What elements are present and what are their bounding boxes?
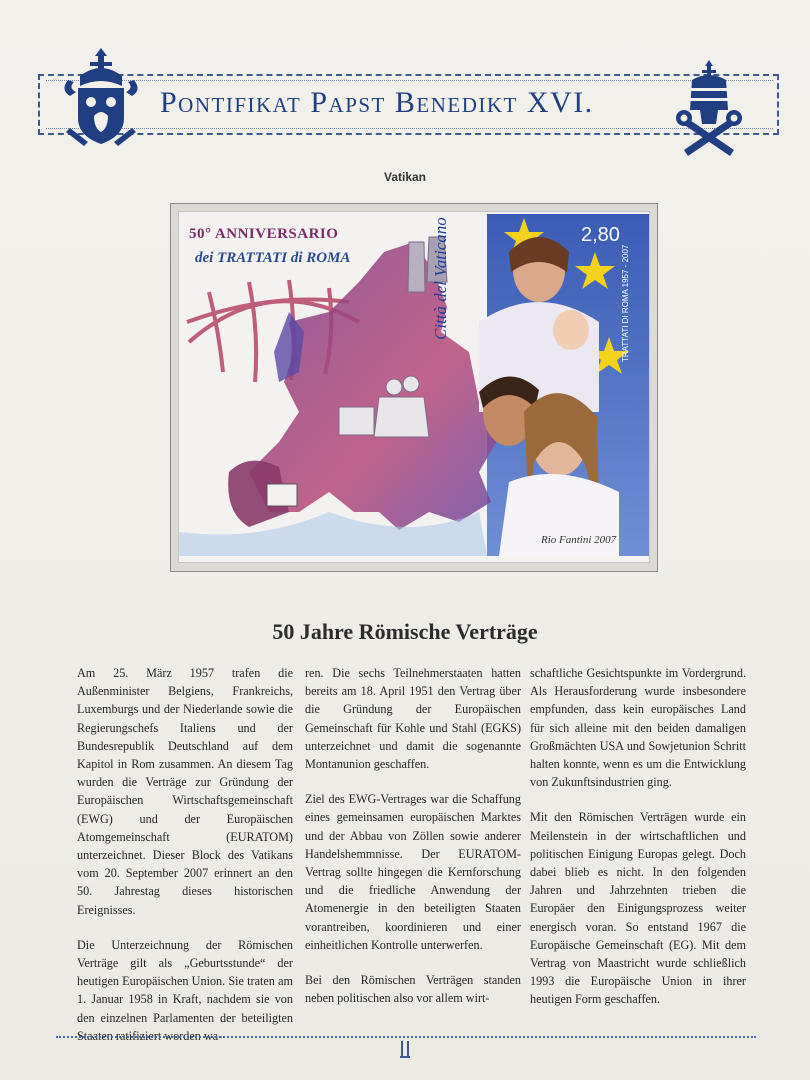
text-column-3: [530, 664, 746, 1026]
paragraph: Die Unterzeichnung der Römischen Verträge gilt als „Geburtsstunde“ der heutigen Europäischen Union. Sie traten am 1. Januar 1958 in Kraft, nachdem sie von den einzelnen Parlamenten der beteiligten Staaten ratifiziert worden wa-: [77, 937, 293, 1043]
vatican-keys-tiara-icon: [670, 58, 748, 158]
page-title: Pontifikat Papst Benedikt XVI.: [160, 86, 594, 119]
paragraph: Mit den Römischen Verträgen wurde ein Meilenstein in der wirtschaftlichen und politischen Einigung Europas gelegt. Doch dabei blieb es nicht. In den folgenden Jahren und Jahrzehnten trieben die Europäer den Einigungsprozess weiter energisch voran. So entstand 1967 die Europäische Gemeinschaft (EG). Mit dem Vertrag von Maastricht wurde schließlich 1993 die Europäische Union in ihrer heutigen Form geschaffen.: [530, 810, 746, 1007]
papal-coat-of-arms-icon: [58, 46, 144, 154]
paragraph: Bei den Römischen Verträgen standen neben politischen also vor allem wirt-: [305, 973, 521, 1006]
stamp-side-text: TRATTATI DI ROMA 1957 - 2007: [621, 244, 630, 362]
country-label: Vatikan: [383, 170, 427, 184]
paragraph: Ziel des EWG-Vertrages war die Schaffung eines gemeinsamen europäischen Marktes und der Abbau von Zöllen sowie anderer Handelshemmnisse. Der EURATOM-Vertrag sollte hingegen die Kernforschung und die friedliche Anwendung der Atomenergie in den beteiligten Staaten vorantreiben, koordinieren und einer einheitlichen Kontrolle unterwerfen.: [305, 792, 521, 952]
stamp-value: 2,80: [581, 224, 620, 246]
artist-signature: Rio Fantini 2007: [541, 534, 617, 546]
footer-divider: [56, 1036, 756, 1038]
stamp-souvenir-sheet: [178, 211, 650, 563]
paragraph: schaftliche Gesichtspunkte im Vordergrund. Als Herausforderung wurde insbesondere empfunden, dass kein europäisches Land für sich alleine mit den beiden damaligen Großmächten USA und Sowjetunion Schritt halten konnte, wenn es um die Entwicklung von Zukunftsindustrien ging.: [530, 666, 746, 790]
stamp-country-text: Città del Vaticano: [431, 217, 450, 340]
text-column-1: [77, 664, 293, 1062]
stamp-title-line2: dei TRATTATI di ROMA: [195, 250, 351, 266]
paragraph: ren. Die sechs Teilnehmerstaaten hatten bereits am 18. April 1951 den Vertrag über die Gründung der Europäischen Gemeinschaft für Kohle und Stahl (EGKS) unterzeichnet und damit die sogenannte Montanunion geschaffen.: [305, 666, 521, 772]
page-tab-marker-icon: [399, 1039, 411, 1059]
article-heading: 50 Jahre Römische Verträge: [272, 619, 538, 644]
stamp-title-line1: 50° ANNIVERSARIO: [189, 226, 339, 242]
text-column-2: [305, 664, 521, 1024]
paragraph: Am 25. März 1957 trafen die Außenminister Belgiens, Frankreichs, Luxemburgs und der Niederlande sowie die Regierungschefs Italiens und der Bundesrepublik Deutschland auf dem Kapitol in Rom zusammen. An diesem Tag wurden die Verträge zur Gründung der Europäischen Wirtschaftsgemeinschaft (EWG) und der Europäischen Atomgemeinschaft (EURATOM) unterzeichnet. Dieser Block des Vatikans vom 20. September 2007 erinnert an den 50. Jahrestag dieses historischen Ereignisses.: [77, 666, 293, 917]
